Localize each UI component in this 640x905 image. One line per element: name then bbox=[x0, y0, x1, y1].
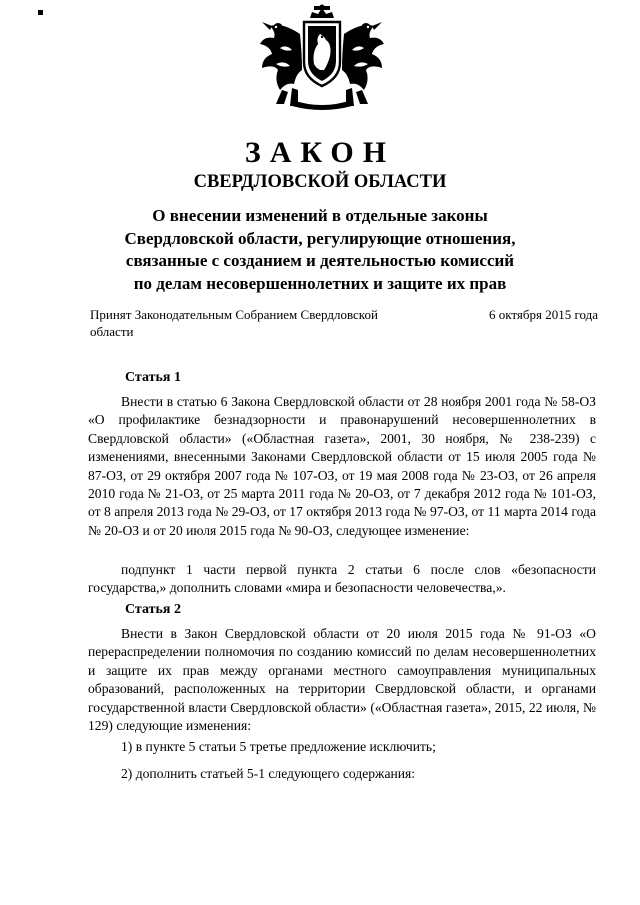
article-2-item-1: 1) в пункте 5 статьи 5 третье предложение исключить; bbox=[121, 739, 436, 754]
coat-of-arms-icon bbox=[252, 4, 392, 114]
article-1-text: Внести в статью 6 Закона Свердловской области от 28 ноября 2001 года № 58-ОЗ «О профилактике безнадзорности и правонарушений несовершеннолетних в Свердловской области» («Областная газета», 2001, 30 ноября, № 238-239) с изменениями, внесенными Законами Свердловской области от 15 июля 2005 года № 87-ОЗ, от 29 октября 2007 года № 107-ОЗ, от 19 мая 2008 года № 23-ОЗ, от 26 апреля 2010 года № 21-ОЗ, от 25 марта 2011 года № 20-ОЗ, от 7 декабря 2012 года № 101-ОЗ, от 8 апреля 2013 года № 29-ОЗ, от 17 октября 2013 года № 97-ОЗ, от 11 марта 2014 года № 20-ОЗ и от 20 июля 2015 года № 90-ОЗ, следующее изменение: bbox=[88, 394, 596, 538]
article-1-subpoint: подпункт 1 части первой пункта 2 статьи 6 после слов «безопасности государства,» дополнить словами «мира и безопасности человечества,». bbox=[88, 562, 596, 596]
adopting-body: Принят Законодательным Собранием Свердловской области bbox=[90, 307, 378, 339]
adoption-date: 6 октября 2015 года bbox=[489, 307, 598, 322]
article-2-item-2: 2) дополнить статьей 5-1 следующего содержания: bbox=[121, 766, 416, 781]
article-2-heading: Статья 2 bbox=[125, 602, 181, 617]
article-1-heading: Статья 1 bbox=[125, 370, 181, 385]
region-title: СВЕРДЛОВСКОЙ ОБЛАСТИ bbox=[193, 172, 447, 192]
law-subject: О внесении изменений в отдельные законы Свердловской области, регулирующие отношения, связанные с созданием и деятельностью комиссий по делам несовершеннолетних и защите их прав bbox=[124, 206, 516, 293]
law-title: ЗАКОН bbox=[244, 136, 396, 169]
article-2-text: Внести в Закон Свердловской области от 20 июля 2015 года № 91-ОЗ «О перераспределении полномочия по созданию комиссий по делам несовершеннолетних и защите их прав между органами местного самоуправления муниципальных образований, расположенных на территории Свердловской области, и органами государственной власти Свердловской области» («Областная газета», 2015, 22 июля, № 129) следующие изменения: bbox=[88, 626, 596, 734]
scan-mark bbox=[38, 10, 43, 15]
